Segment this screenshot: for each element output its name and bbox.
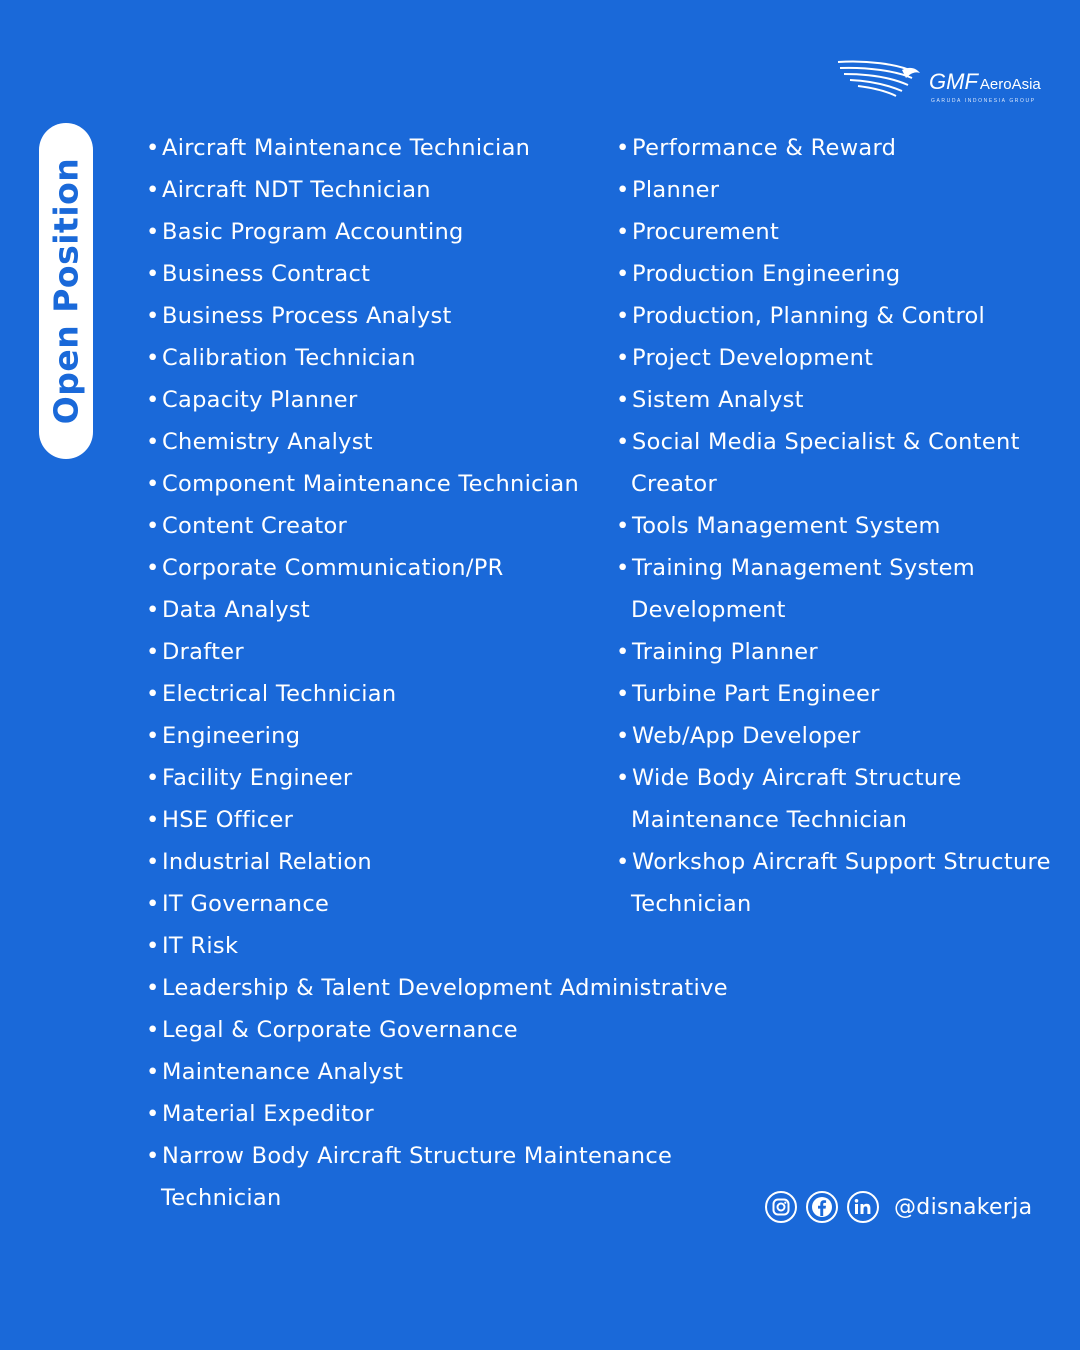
- bullet-icon: •: [146, 1101, 160, 1127]
- position-item: [616, 547, 1066, 631]
- bullet-icon: •: [146, 891, 160, 917]
- bullet-icon: •: [146, 933, 160, 959]
- position-title: Facility Engineer: [162, 765, 353, 791]
- bullet-icon: •: [146, 639, 160, 665]
- bullet-icon: •: [616, 303, 630, 329]
- bullet-icon: •: [146, 555, 160, 581]
- bullet-icon: •: [146, 135, 160, 161]
- position-title: Material Expeditor: [162, 1101, 374, 1127]
- position-item: [616, 421, 1066, 505]
- position-title: Engineering: [162, 723, 301, 749]
- position-title: Content Creator: [162, 513, 348, 539]
- logo-brand-main: GMF: [929, 69, 978, 94]
- position-title: Component Maintenance Technician: [162, 471, 580, 497]
- position-item: [616, 673, 1066, 715]
- position-title: Industrial Relation: [162, 849, 372, 875]
- position-title: Aircraft Maintenance Technician: [162, 135, 531, 161]
- position-title: Chemistry Analyst: [162, 429, 373, 455]
- position-title: Procurement: [632, 219, 780, 245]
- position-item: [146, 1051, 746, 1093]
- position-item: [616, 715, 1066, 757]
- position-title: HSE Officer: [162, 807, 294, 833]
- position-item: [146, 925, 746, 967]
- bullet-icon: •: [616, 723, 630, 749]
- position-title: Training Management System: [632, 555, 976, 581]
- position-title: Business Process Analyst: [162, 303, 452, 329]
- position-title-continued: Technician: [161, 1185, 282, 1211]
- position-title: Training Planner: [632, 639, 818, 665]
- linkedin-icon[interactable]: [847, 1191, 879, 1223]
- bullet-icon: •: [146, 765, 160, 791]
- garuda-wing-icon: [836, 58, 922, 102]
- bullet-icon: •: [146, 261, 160, 287]
- position-title: Social Media Specialist & Content: [632, 429, 1020, 455]
- bullet-icon: •: [146, 723, 160, 749]
- position-title: Basic Program Accounting: [162, 219, 464, 245]
- bullet-icon: •: [146, 177, 160, 203]
- position-title: Business Contract: [162, 261, 371, 287]
- position-title: Production Engineering: [632, 261, 901, 287]
- position-title-continued: Technician: [631, 891, 752, 917]
- bullet-icon: •: [616, 765, 630, 791]
- logo-brand-sub: AeroAsia: [979, 76, 1041, 93]
- bullet-icon: •: [146, 681, 160, 707]
- bullet-icon: •: [616, 513, 630, 539]
- position-title-continued: Development: [631, 597, 786, 623]
- position-item: [616, 631, 1066, 673]
- bullet-icon: •: [616, 639, 630, 665]
- position-title: Planner: [632, 177, 720, 203]
- bullet-icon: •: [146, 219, 160, 245]
- open-position-tab: [39, 123, 93, 459]
- position-item: [616, 379, 1066, 421]
- bullet-icon: •: [616, 555, 630, 581]
- bullet-icon: •: [146, 345, 160, 371]
- position-title: Project Development: [632, 345, 874, 371]
- position-title: IT Governance: [162, 891, 330, 917]
- bullet-icon: •: [146, 471, 160, 497]
- bullet-icon: •: [616, 261, 630, 287]
- position-title: Workshop Aircraft Support Structure: [632, 849, 1051, 875]
- position-title: Tools Management System: [632, 513, 941, 539]
- bullet-icon: •: [616, 135, 630, 161]
- position-item: [616, 505, 1066, 547]
- bullet-icon: •: [146, 849, 160, 875]
- bullet-icon: •: [616, 387, 630, 413]
- bullet-icon: •: [146, 387, 160, 413]
- bullet-icon: •: [146, 303, 160, 329]
- position-title: Performance & Reward: [632, 135, 897, 161]
- gmf-aeroasia-logo: [836, 58, 1046, 110]
- position-item: [146, 1009, 746, 1051]
- social-footer: [765, 1189, 1032, 1225]
- position-title: Web/App Developer: [632, 723, 861, 749]
- position-title: Drafter: [162, 639, 244, 665]
- position-item: [616, 211, 1066, 253]
- position-item: [616, 295, 1066, 337]
- position-title: Wide Body Aircraft Structure: [632, 765, 962, 791]
- bullet-icon: •: [616, 849, 630, 875]
- bullet-icon: •: [146, 513, 160, 539]
- position-title-continued: Maintenance Technician: [631, 807, 908, 833]
- bullet-icon: •: [616, 681, 630, 707]
- position-item: [146, 1093, 746, 1135]
- position-title: Production, Planning & Control: [632, 303, 986, 329]
- position-title: Turbine Part Engineer: [632, 681, 880, 707]
- position-item: [616, 337, 1066, 379]
- position-title: Leadership & Talent Development Administrative: [162, 975, 728, 1001]
- position-title: Sistem Analyst: [632, 387, 804, 413]
- bullet-icon: •: [146, 1017, 160, 1043]
- position-item: [146, 967, 746, 1009]
- position-title: Maintenance Analyst: [162, 1059, 404, 1085]
- position-title: Corporate Communication/PR: [162, 555, 504, 581]
- position-item: [616, 841, 1066, 925]
- position-item: [616, 757, 1066, 841]
- bullet-icon: •: [146, 429, 160, 455]
- bullet-icon: •: [146, 1143, 160, 1169]
- bullet-icon: •: [146, 597, 160, 623]
- position-title: Aircraft NDT Technician: [162, 177, 431, 203]
- bullet-icon: •: [616, 345, 630, 371]
- position-title: IT Risk: [162, 933, 239, 959]
- position-title: Data Analyst: [162, 597, 311, 623]
- bullet-icon: •: [146, 1059, 160, 1085]
- position-title: Electrical Technician: [162, 681, 397, 707]
- bullet-icon: •: [146, 975, 160, 1001]
- position-item: [146, 1135, 746, 1219]
- position-item: [616, 253, 1066, 295]
- positions-list-right: [616, 127, 1066, 925]
- instagram-icon[interactable]: [765, 1191, 797, 1223]
- bullet-icon: •: [146, 807, 160, 833]
- position-item: [616, 169, 1066, 211]
- bullet-icon: •: [616, 177, 630, 203]
- facebook-icon[interactable]: [806, 1191, 838, 1223]
- logo-tagline: GARUDA INDONESIA GROUP: [931, 98, 1036, 104]
- position-title: Calibration Technician: [162, 345, 416, 371]
- position-title-continued: Creator: [631, 471, 718, 497]
- social-handle[interactable]: @disnakerja: [894, 1194, 1033, 1220]
- open-position-label: Open Position: [46, 157, 86, 425]
- bullet-icon: •: [616, 429, 630, 455]
- position-title: Narrow Body Aircraft Structure Maintenance: [162, 1143, 673, 1169]
- bullet-icon: •: [616, 219, 630, 245]
- position-title: Capacity Planner: [162, 387, 358, 413]
- position-item: [616, 127, 1066, 169]
- position-title: Legal & Corporate Governance: [162, 1017, 518, 1043]
